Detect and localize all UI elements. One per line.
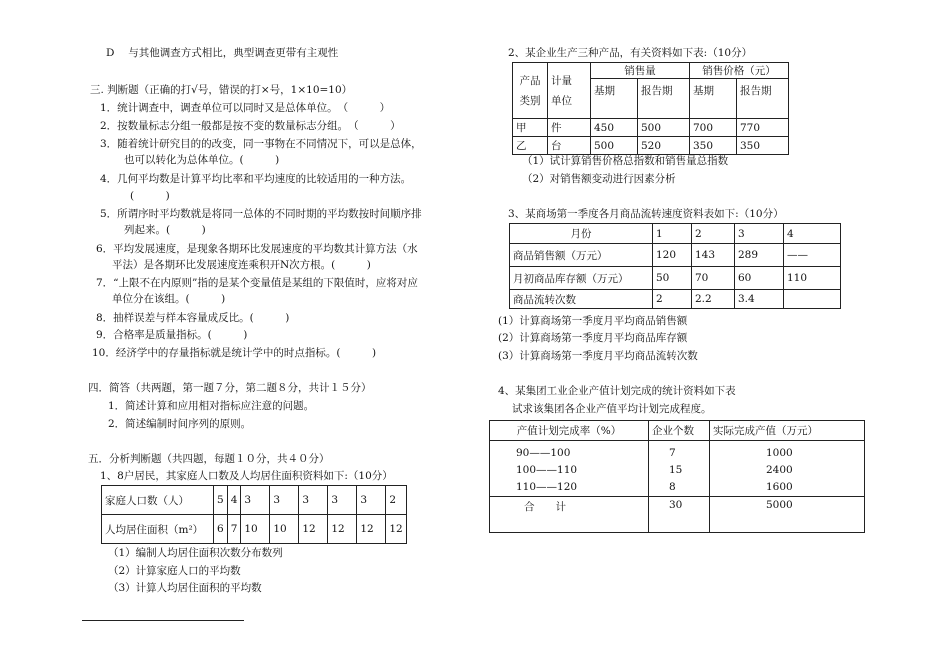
table-cell: 企业个数 <box>649 421 710 441</box>
judge-item-5: 5．所谓序时平均数就是将同一总体的不同时期的平均数按时间顺序排 <box>100 208 422 220</box>
table-cell <box>548 63 591 119</box>
q1-intro: 1、8户居民，其家庭人口数及人均居住面积资料如下:（10分） <box>100 470 393 482</box>
table-cell: 350 <box>690 137 737 155</box>
judge-item-6-cont: 平法）是各期环比发展速度连乘积开N次方根。( ) <box>112 259 371 271</box>
judge-item-4: 4．几何平均数是计算平均比率和平均速度的比较适用的一种方法。 <box>100 173 412 185</box>
table-cell: 4 <box>784 224 841 244</box>
table-cell: 120 <box>653 244 692 267</box>
q4-value-3: 1600 <box>766 481 793 493</box>
table-cell: 3.4 <box>735 290 784 309</box>
header-sales-price: 销售价格（元） <box>690 63 789 79</box>
table-cell: —— <box>784 244 841 267</box>
q1-item-1: （1）编制人均居住面积次数分布数列 <box>108 547 283 559</box>
table-cell: 产值计划完成率（%） <box>490 421 649 441</box>
short-answer-2: 2．简述编制时间序列的原则。 <box>108 418 252 430</box>
judge-item-8: 8．抽样误差与样本容量成反比。( ) <box>96 312 290 324</box>
table-cell: 6 <box>214 515 228 544</box>
table-cell: 乙 <box>513 137 548 155</box>
header-unit: 计量 <box>551 74 572 87</box>
table-cell <box>784 290 841 309</box>
judge-item-3-cont: 也可以转化为总体单位。( ) <box>124 154 280 166</box>
table-cell: 110 <box>784 267 841 290</box>
table-cell <box>649 441 710 497</box>
table-cell: 12 <box>357 515 386 544</box>
table-cell: 770 <box>737 119 789 137</box>
q4-intro-2: 试求该集团各企业产值平均计划完成程度。 <box>512 403 712 415</box>
judge-item-9: 9．合格率是质量指标。( ) <box>96 329 248 341</box>
table-cell: 家庭人口数（人） <box>102 486 214 515</box>
table-cell: 3 <box>328 486 357 515</box>
judge-item-2: 2．按数量标志分组一般都是按不变的数量标志分组。 （ ） <box>100 120 401 132</box>
table-cell: 商品流转次数 <box>510 290 653 309</box>
table-cell: 450 <box>591 119 638 137</box>
section4-title: 四．简答（共两题，第一题７分，第二题８分，共计１５分） <box>88 382 372 394</box>
q2-item-2: （2）对销售额变动进行因素分析 <box>522 173 676 185</box>
q4-count-1: 7 <box>669 447 676 459</box>
table-cell: 5 <box>214 486 228 515</box>
table-cell: 3 <box>270 486 299 515</box>
q1-table <box>101 485 407 544</box>
q4-intro: 4、某集团工业企业产值计划完成的统计资料如下表 <box>498 385 736 397</box>
table-row <box>510 224 841 244</box>
table-cell: 5000 <box>710 497 865 533</box>
q3-intro: 3、某商场第一季度各月商品流转速度资料表如下:（10分） <box>508 208 784 220</box>
header-unit2: 单位 <box>551 94 572 107</box>
table-cell: 合 计 <box>490 497 649 533</box>
table-cell: 3 <box>241 486 270 515</box>
table-cell: 1 <box>653 224 692 244</box>
table-cell: 3 <box>299 486 328 515</box>
table-cell: 月份 <box>510 224 653 244</box>
table-row <box>490 497 865 533</box>
table-cell: 报告期 <box>737 79 789 119</box>
judge-item-5-cont: 列起来。( ) <box>124 224 206 236</box>
table-row <box>102 515 407 544</box>
table-row <box>102 486 407 515</box>
table-cell: 12 <box>328 515 357 544</box>
q2-table <box>512 62 789 155</box>
header-category: 类别 <box>519 94 541 107</box>
q4-value-1: 1000 <box>766 447 793 459</box>
table-cell: 70 <box>692 267 735 290</box>
section3-title: 三. 判断题（正确的打√号，错误的打×号，1×10=10） <box>90 84 353 96</box>
table-cell: 700 <box>690 119 737 137</box>
q1-item-2: （2）计算家庭人口的平均数 <box>108 565 241 577</box>
table-cell: 10 <box>270 515 299 544</box>
judge-item-7: 7．“上限不在内原则”指的是某个变量值是某组的下限值时，应将对应 <box>96 277 418 289</box>
table-cell: 60 <box>735 267 784 290</box>
table-cell <box>490 441 649 497</box>
table-cell: 10 <box>241 515 270 544</box>
table-row <box>510 244 841 267</box>
judge-item-1: 1．统计调查中，调查单位可以同时又是总体单位。 （ ） <box>100 102 391 114</box>
table-row <box>510 267 841 290</box>
section5-title: 五．分析判断题（共四题，每题１０分，共４０分） <box>88 453 330 465</box>
table-row <box>490 421 865 441</box>
judge-item-6: 6．平均发展速度，是现象各期环比发展速度的平均数其计算方法（水 <box>96 243 418 255</box>
table-cell: 2 <box>653 290 692 309</box>
q3-item-1: (1）计算商场第一季度月平均商品销售额 <box>498 315 688 327</box>
q4-count-3: 8 <box>669 481 676 493</box>
table-cell: 基期 <box>591 79 638 119</box>
table-cell: 报告期 <box>638 79 690 119</box>
table-cell: 件 <box>548 119 591 137</box>
short-answer-1: 1．简述计算和应用相对指标应注意的问题。 <box>108 400 315 412</box>
judge-item-4-cont: ( ) <box>130 190 170 202</box>
q2-item-1: （1）试计算销售价格总指数和销售量总指数 <box>522 155 729 167</box>
table-cell: 月初商品库存额（万元） <box>510 267 653 290</box>
table-cell: 3 <box>357 486 386 515</box>
table-cell: 台 <box>548 137 591 155</box>
q3-item-3: (3）计算商场第一季度月平均商品流转次数 <box>498 350 698 362</box>
q3-item-2: (2）计算商场第一季度月平均商品库存额 <box>498 332 688 344</box>
option-d: D 与其他调查方式相比，典型调查更带有主观性 <box>106 47 339 59</box>
table-cell: 7 <box>227 515 241 544</box>
table-cell: 350 <box>737 137 789 155</box>
table-cell <box>710 441 865 497</box>
table-cell: 50 <box>653 267 692 290</box>
table-cell: 3 <box>735 224 784 244</box>
q4-value-2: 2400 <box>766 464 793 476</box>
header-product: 产品 <box>519 74 541 87</box>
q4-range-2: 100——110 <box>516 464 578 476</box>
table-cell: 12 <box>299 515 328 544</box>
table-cell <box>513 63 548 119</box>
table-cell: 2 <box>386 486 406 515</box>
table-cell: 基期 <box>690 79 737 119</box>
table-cell: 12 <box>386 515 406 544</box>
table-row <box>490 441 865 497</box>
table-cell: 289 <box>735 244 784 267</box>
q4-range-1: 90——100 <box>516 447 571 459</box>
table-cell: 甲 <box>513 119 548 137</box>
table-row <box>513 63 789 79</box>
q2-intro: 2、某企业生产三种产品，有关资料如下表:（10分） <box>508 47 753 59</box>
q4-range-3: 110——120 <box>516 481 578 493</box>
q4-table <box>489 420 865 533</box>
table-cell: 520 <box>638 137 690 155</box>
table-cell: 实际完成产值（万元） <box>710 421 865 441</box>
table-cell: 143 <box>692 244 735 267</box>
judge-item-7-cont: 单位分在该组。( ) <box>112 293 226 305</box>
table-cell: 500 <box>638 119 690 137</box>
table-row <box>513 119 789 137</box>
table-cell: 2 <box>692 224 735 244</box>
table-row <box>510 290 841 309</box>
table-cell: 商品销售额（万元） <box>510 244 653 267</box>
q4-count-2: 15 <box>669 464 683 476</box>
q3-table <box>509 223 841 309</box>
table-cell: 2.2 <box>692 290 735 309</box>
table-cell: 500 <box>591 137 638 155</box>
table-cell: 30 <box>649 497 710 533</box>
table-cell: 4 <box>227 486 241 515</box>
footnote-rule <box>82 620 244 621</box>
judge-item-3: 3．随着统计研究目的的改变，同一事物在不同情况下，可以是总体， <box>100 138 422 150</box>
header-sales-qty: 销售量 <box>591 63 690 79</box>
table-row <box>513 137 789 155</box>
table-cell: 人均居住面积（m²） <box>102 515 214 544</box>
judge-item-10: 10．经济学中的存量指标就是统计学中的时点指标。( ) <box>92 347 377 359</box>
q1-item-3: （3）计算人均居住面积的平均数 <box>108 582 262 594</box>
